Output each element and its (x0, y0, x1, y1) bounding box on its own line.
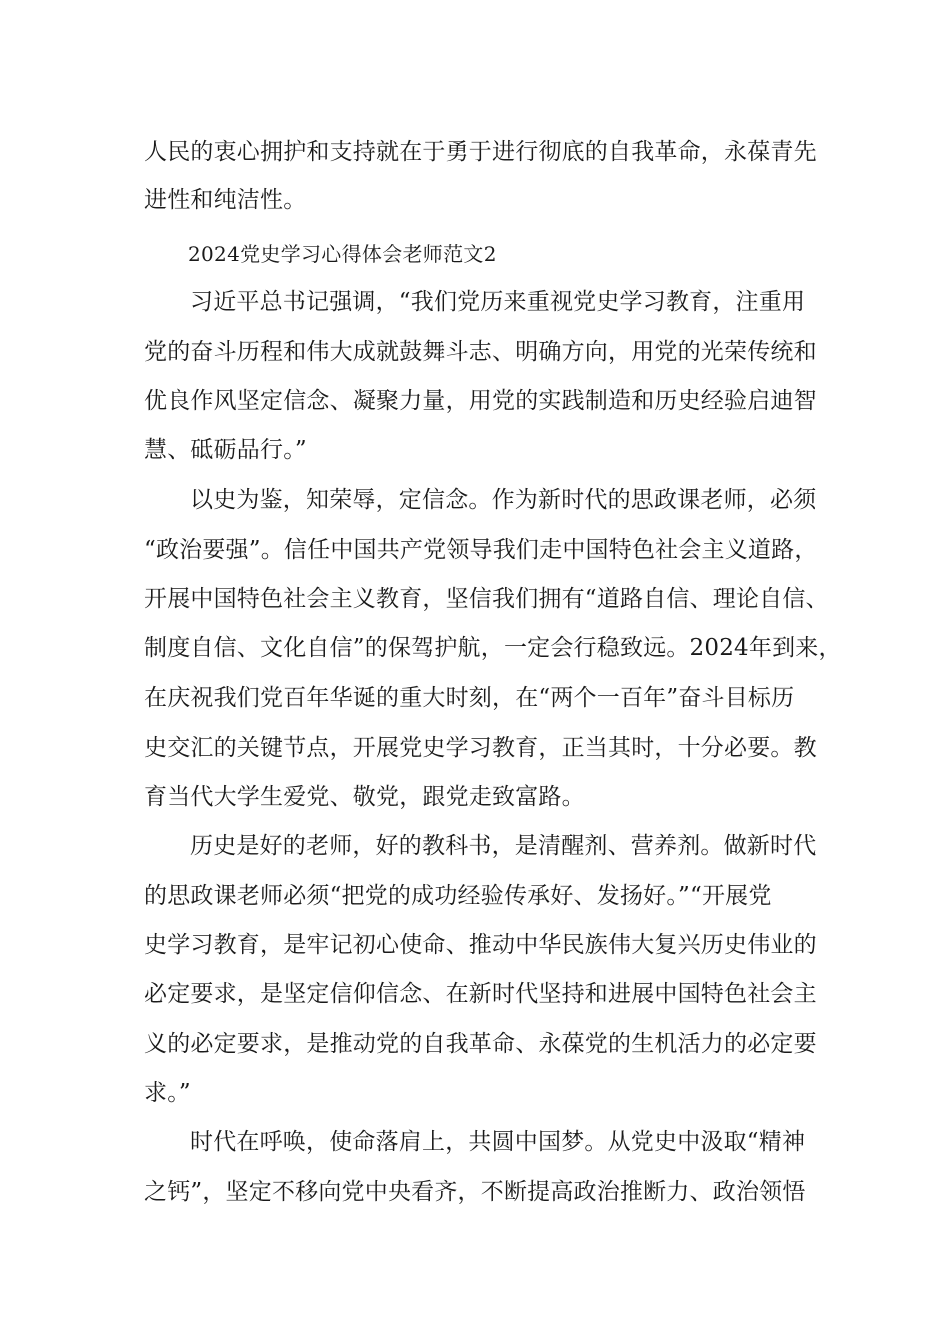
text-line: 进性和纯洁性。 (144, 187, 307, 213)
text-line: 求。” (144, 1080, 191, 1106)
text-line: 制度自信、文化自信”的保驾护航，一定会行稳致远。2024年到来， (144, 635, 842, 661)
text-line: 历史是好的老师，好的教科书，是清醒剂、营养剂。做新时代 (190, 833, 817, 859)
text-line: 优良作风坚定信念、凝聚力量，用党的实践制造和历史经验启迪智 (144, 388, 817, 414)
text-line: 义的必定要求，是推动党的自我革命、永葆党的生机活力的必定要 (144, 1031, 817, 1057)
text-line: 以史为鉴，知荣辱，定信念。作为新时代的思政课老师，必须 (190, 487, 817, 513)
text-line: 必定要求，是坚定信仰信念、在新时代坚持和进展中国特色社会主 (144, 981, 817, 1007)
text-line: 史学习教育，是牢记初心使命、推动中华民族伟大复兴历史伟业的 (144, 932, 817, 958)
text-line: 习近平总书记强调，“我们党历来重视党史学习教育，注重用 (190, 289, 806, 315)
text-line: 人民的衷心拥护和支持就在于勇于进行彻底的自我革命，永葆青先 (144, 139, 817, 165)
text-line: 育当代大学生爱党、敬党，跟党走致富路。 (144, 784, 585, 810)
text-line: 开展中国特色社会主义教育，坚信我们拥有“道路自信、理论自信、 (144, 586, 829, 612)
text-line: 时代在呼唤，使命落肩上，共圆中国梦。从党史中汲取“精神 (190, 1129, 806, 1155)
text-line: 史交汇的关键节点，开展党史学习教育，正当其时，十分必要。教 (144, 735, 817, 761)
text-line: 慧、砥砺品行。” (144, 437, 307, 463)
text-line: 之钙”，坚定不移向党中央看齐，不断提高政治推断力、政治领悟 (144, 1179, 806, 1205)
text-line: 党的奋斗历程和伟大成就鼓舞斗志、明确方向，用党的光荣传统和 (144, 339, 817, 365)
text-line: “政治要强”。信任中国共产党领导我们走中国特色社会主义道路， (144, 537, 818, 563)
text-line: 的思政课老师必须“把党的成功经验传承好、发扬好。”“开展党 (144, 883, 772, 909)
text-line: 在庆祝我们党百年华诞的重大时刻，在“两个一百年”奋斗目标历 (144, 685, 795, 711)
section-heading: 2024党史学习心得体会老师范文2 (188, 242, 497, 266)
